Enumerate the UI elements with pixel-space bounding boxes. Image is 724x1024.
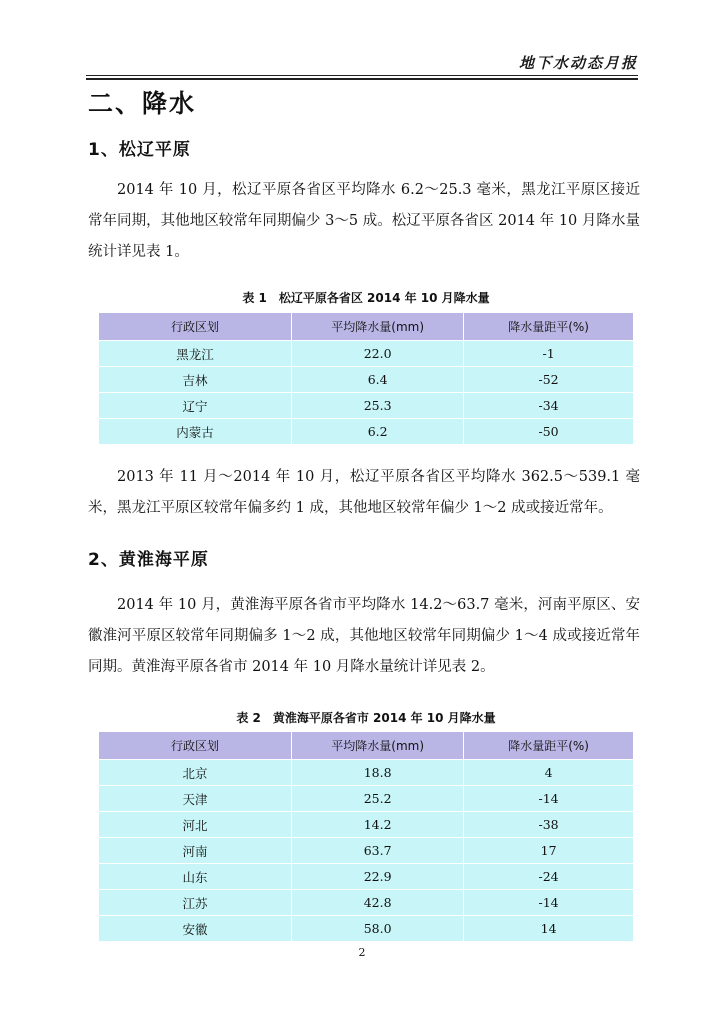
anomaly-cell: -1 [464, 341, 634, 367]
table-1 [98, 312, 634, 445]
region-cell: 内蒙古 [99, 419, 292, 445]
table-row [99, 341, 634, 367]
running-header: 地下水动态月报 [518, 54, 638, 72]
table-row [99, 367, 634, 393]
anomaly-cell: -24 [464, 864, 634, 890]
table-row [99, 838, 634, 864]
table-row [99, 419, 634, 445]
anomaly-cell: 14 [464, 916, 634, 942]
paragraph-2: 2013 年 11 月～2014 年 10 月，松辽平原各省区平均降水 362.5～539.1 毫米，黑龙江平原区较常年偏多约 1 成，其他地区较常年偏少 1～2 成或接近常年。 [88, 469, 640, 516]
anomaly-cell: -14 [464, 890, 634, 916]
table-row [99, 916, 634, 942]
region-cell: 河南 [99, 838, 292, 864]
region-cell: 黑龙江 [99, 341, 292, 367]
anomaly-cell: -38 [464, 812, 634, 838]
table-2 [98, 731, 634, 942]
column-header: 平均降水量(mm) [292, 732, 464, 760]
region-cell: 北京 [99, 760, 292, 786]
table-row [99, 760, 634, 786]
precip-cell: 22.0 [292, 341, 464, 367]
column-header: 行政区划 [99, 313, 292, 341]
precip-cell: 6.4 [292, 367, 464, 393]
column-header: 行政区划 [99, 732, 292, 760]
anomaly-cell: -50 [464, 419, 634, 445]
table-header-row [99, 313, 634, 341]
precip-cell: 18.8 [292, 760, 464, 786]
table-2-caption: 表 2 黄淮海平原各省市 2014 年 10 月降水量 [236, 711, 496, 725]
anomaly-cell: -52 [464, 367, 634, 393]
region-cell: 山东 [99, 864, 292, 890]
precip-cell: 42.8 [292, 890, 464, 916]
region-cell: 辽宁 [99, 393, 292, 419]
section-title: 二、降水 [88, 89, 197, 118]
table-row [99, 393, 634, 419]
header-rule [86, 75, 638, 76]
table-row [99, 786, 634, 812]
subsection-title-1: 1、松辽平原 [88, 140, 191, 160]
page-number: 2 [358, 946, 366, 959]
column-header: 降水量距平(%) [464, 732, 634, 760]
anomaly-cell: -34 [464, 393, 634, 419]
region-cell: 江苏 [99, 890, 292, 916]
anomaly-cell: -14 [464, 786, 634, 812]
precip-cell: 22.9 [292, 864, 464, 890]
paragraph-3: 2014 年 10 月，黄淮海平原各省市平均降水 14.2～63.7 毫米，河南平原区、安徽淮河平原区较常年同期偏多 1～2 成，其他地区较常年同期偏少 1～4 成或接近常年同期。黄淮海平原各省市 2014 年 10 月降水量统计详见表 2。 [88, 597, 640, 675]
table-1-caption: 表 1 松辽平原各省区 2014 年 10 月降水量 [242, 291, 490, 305]
header-rule-thick [86, 78, 638, 80]
region-cell: 河北 [99, 812, 292, 838]
precip-cell: 25.3 [292, 393, 464, 419]
precip-cell: 25.2 [292, 786, 464, 812]
anomaly-cell: 4 [464, 760, 634, 786]
table-header-row [99, 732, 634, 760]
column-header: 平均降水量(mm) [292, 313, 464, 341]
paragraph-1: 2014 年 10 月，松辽平原各省区平均降水 6.2～25.3 毫米，黑龙江平原区接近常年同期，其他地区较常年同期偏少 3～5 成。松辽平原各省区 2014 年 10 月降水量统计详见表 1。 [88, 182, 640, 260]
anomaly-cell: 17 [464, 838, 634, 864]
precip-cell: 14.2 [292, 812, 464, 838]
precip-cell: 63.7 [292, 838, 464, 864]
region-cell: 安徽 [99, 916, 292, 942]
subsection-title-2: 2、黄淮海平原 [88, 550, 209, 570]
precip-cell: 58.0 [292, 916, 464, 942]
table-row [99, 864, 634, 890]
table-row [99, 890, 634, 916]
column-header: 降水量距平(%) [464, 313, 634, 341]
table-row [99, 812, 634, 838]
region-cell: 吉林 [99, 367, 292, 393]
region-cell: 天津 [99, 786, 292, 812]
precip-cell: 6.2 [292, 419, 464, 445]
